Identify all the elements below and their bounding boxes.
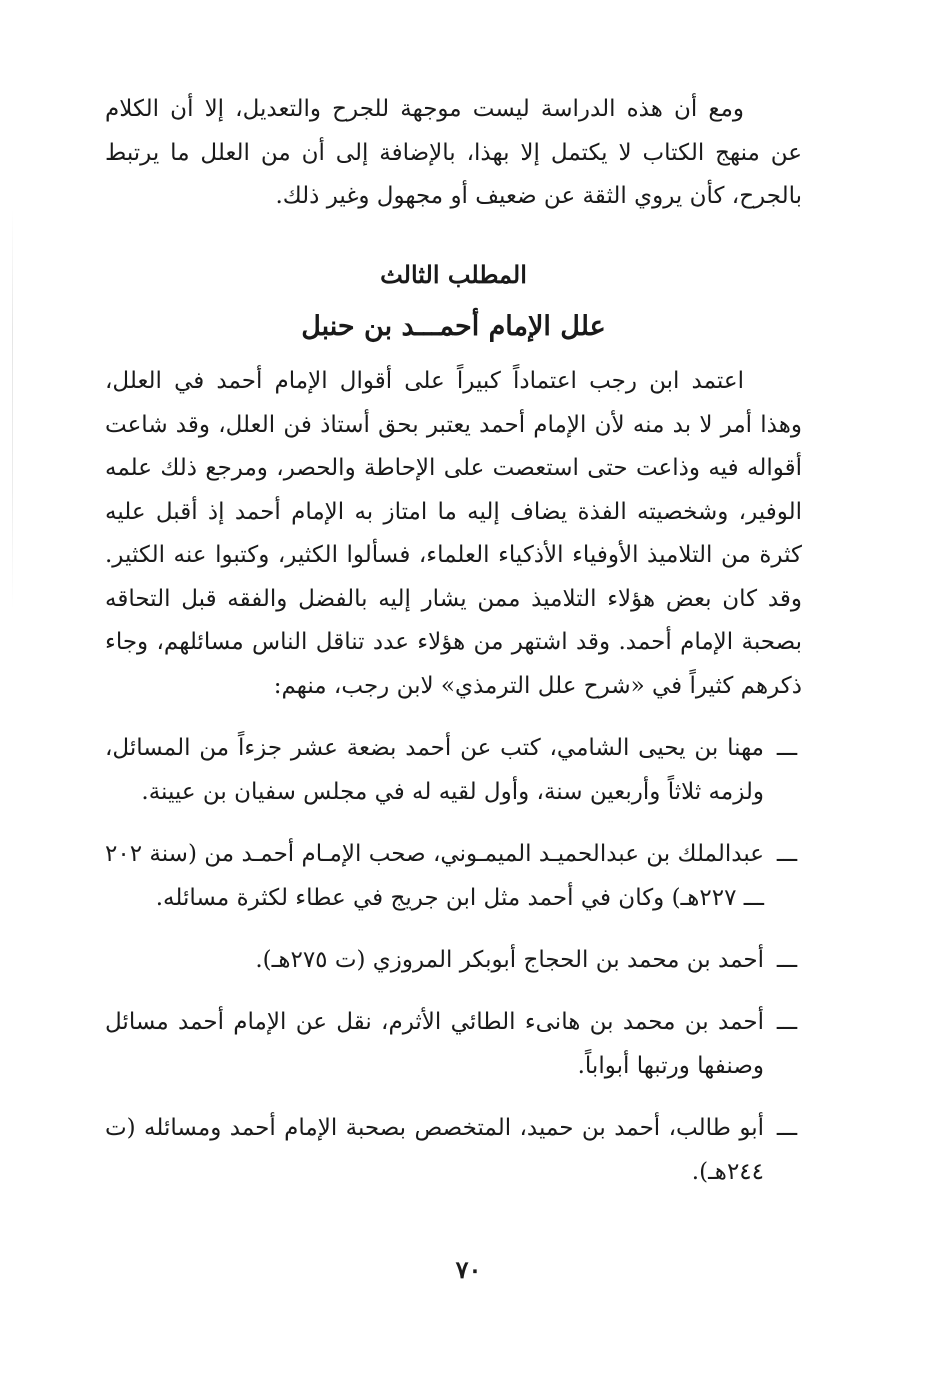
intro-paragraph-block [105, 88, 802, 219]
list-dash: ـــ [776, 947, 798, 973]
students-list [105, 726, 802, 1212]
list-item [105, 1000, 802, 1088]
list-item [105, 1106, 802, 1194]
scan-artifact-line [12, 210, 13, 610]
list-dash: ـــ [776, 841, 798, 867]
list-item [105, 938, 802, 982]
main-paragraph: اعتمد ابن رجب اعتماداً كبيراً على أقوال الإمام أحمد في العلل، وهذا أمر لا بد منه لأن الإمام أحمد يعتبر بحق أستاذ فن العلل، وقد شاعت أقواله فيه وذاعت حتى استعصت على الإحاطة والحصر، ومرجع ذلك علمه الوفير، وشخصيته الفذة يضاف إليه ما امتاز به الإمام أحمد إذ أقبل عليه كثرة من التلاميذ الأوفياء الأذكياء العلماء، فسألوا الكثير، وكتبوا عنه الكثير. وقد كان بعض هؤلاء التلاميذ ممن يشار إليه بالفضل والفقه قبل التحاقه بصحبة الإمام أحمد. وقد اشتهر من هؤلاء عدد تناقل الناس مسائلهم، وجاء ذكرهم كثيراً في «شرح علل الترمذي» لابن رجب، منهم: [105, 368, 802, 699]
list-item-text: أحمد بن محمد بن هانىء الطائي الأثرم، نقل عن الإمام أحمد مسائل وصنفها ورتبها أبواباً. [105, 1009, 764, 1079]
list-dash: ـــ [776, 735, 798, 761]
section-title: علل الإمام أحمـــد بن حنبل [301, 311, 606, 342]
page-number: ٧٠ [455, 1255, 482, 1284]
intro-paragraph: ومع أن هذه الدراسة ليست موجهة للجرح والتعديل، إلا أن الكلام عن منهج الكتاب لا يكتمل إلا بهذا، بالإضافة إلى أن من العلل ما يرتبط بالجرح، كأن يروي الثقة عن ضعيف أو مجهول وغير ذلك. [105, 96, 802, 209]
list-dash: ـــ [776, 1115, 798, 1141]
list-item [105, 832, 802, 920]
section-subtitle: المطلب الثالث [380, 260, 527, 289]
list-item-text: مهنا بن يحيى الشامي، كتب عن أحمد بضعة عشر جزءاً من المسائل، ولزمه ثلاثاً وأربعين سنة، وأول لقيه له في مجلس سفيان بن عيينة. [105, 735, 764, 805]
list-item-text: عبدالملك بن عبدالحميـد الميمـوني، صحب الإمـام أحمـد من (سنة ٢٠٢ ـــ ٢٢٧هـ) وكان في أحمد مثل ابن جريج في عطاء لكثرة مسائله. [105, 841, 764, 911]
list-item [105, 726, 802, 814]
list-item-text: أحمد بن محمد بن الحجاج أبوبكر المروزي (ت ٢٧٥هـ). [255, 947, 764, 973]
main-paragraph-block [105, 360, 802, 708]
list-item-text: أبو طالب، أحمد بن حميد، المتخصص بصحبة الإمام أحمد ومسائله (ت ٢٤٤هـ). [105, 1115, 764, 1185]
list-dash: ـــ [776, 1009, 798, 1035]
